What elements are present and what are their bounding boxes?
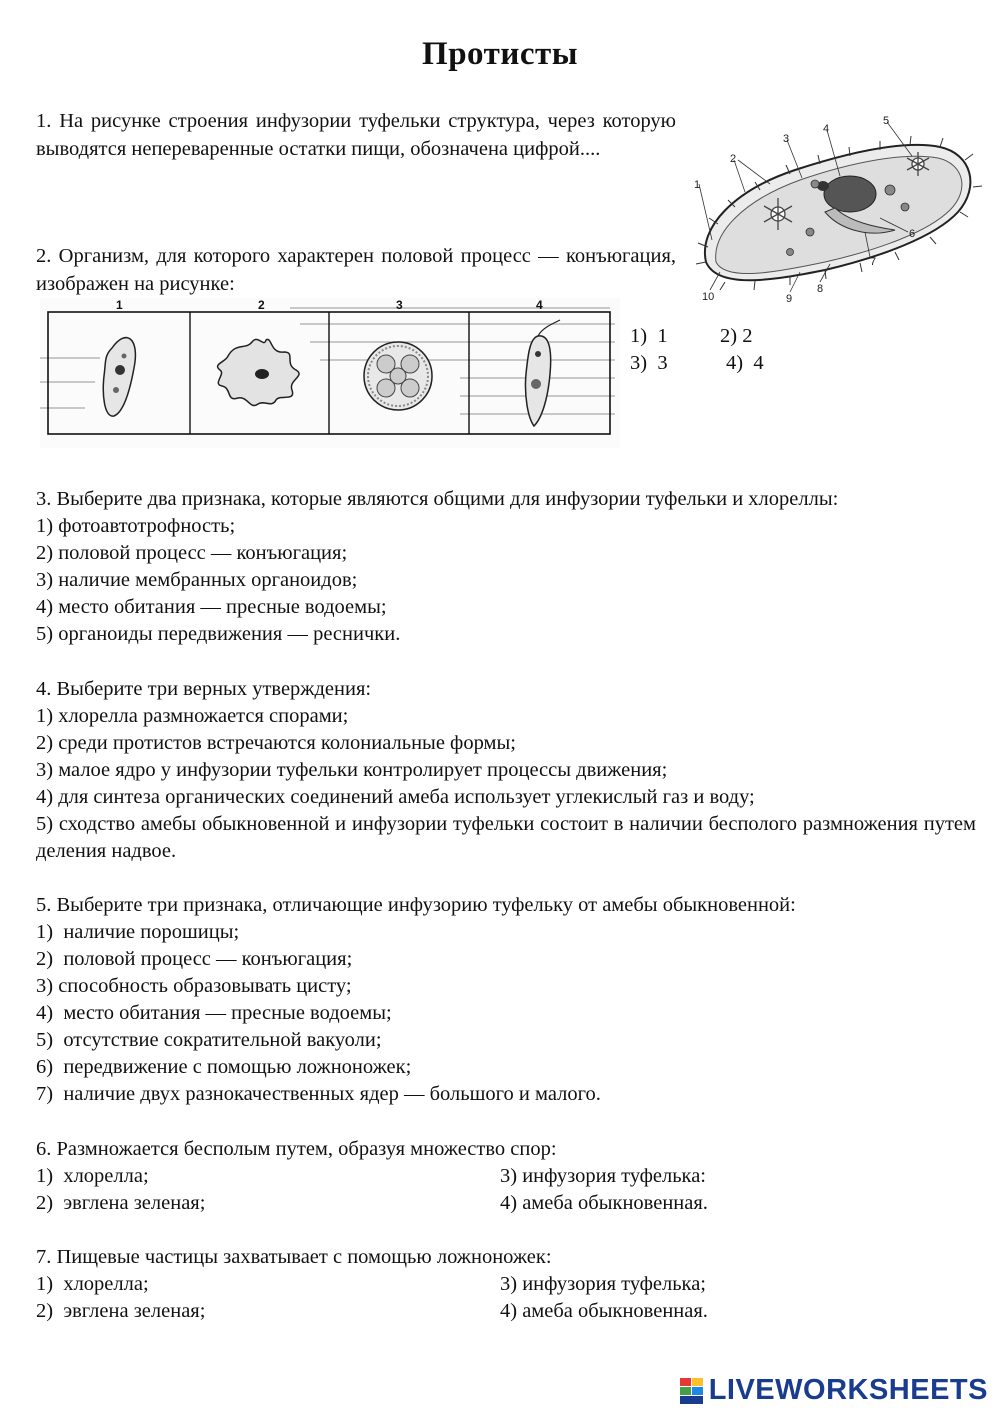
figure-label-3: 3 [396, 298, 403, 312]
liveworksheets-logo[interactable] [679, 1374, 988, 1407]
diagram-label-2: 2 [730, 153, 737, 165]
q7-option-2[interactable]: 2) эвглена зеленая; [36, 1300, 206, 1322]
q5-option-7[interactable]: 7) наличие двух разнокачественных ядер — большого и малого. [36, 1083, 601, 1105]
q2-option-2[interactable]: 2) 2 [720, 325, 753, 347]
diagram-label-1: 1 [694, 179, 701, 191]
q5-option-5[interactable]: 5) отсутствие сократительной вакуоли; [36, 1029, 382, 1051]
figure-label-4: 4 [536, 298, 543, 312]
diagram-label-10: 10 [702, 291, 715, 303]
figure-label-1: 1 [116, 298, 123, 312]
question-2-line-2: конъюгация, изображен на рисунке: [36, 245, 677, 295]
q3-option-1[interactable]: 1) фотоавтотрофность; [36, 515, 236, 537]
logo-text: LIVEWORKSHEETS [708, 1374, 988, 1406]
diagram-label-4: 4 [823, 123, 830, 135]
q2-option-1[interactable]: 1) 1 [630, 325, 668, 347]
q7-option-1[interactable]: 1) хлорелла; [36, 1273, 149, 1295]
q4-option-2[interactable]: 2) среди протистов встречаются колониальные формы; [36, 732, 516, 754]
question-1-text: 1. На рисунке строения инфузории туфельки структура, через которую выводятся непереваренные остатки пищи, обозначена цифрой.... [36, 110, 676, 160]
diagram-label-5: 5 [883, 115, 890, 127]
q6-option-4[interactable]: 4) амеба обыкновенная. [500, 1192, 708, 1214]
q2-option-3[interactable]: 3) 3 [630, 352, 668, 374]
diagram-label-8: 8 [817, 283, 824, 295]
q4-option-5[interactable]: 5) сходство амебы обыкновенной и инфузории туфельки состоит в наличии бесполого размножения путем деления надвое. [36, 813, 976, 862]
organisms-figure [40, 298, 620, 448]
paramecium-diagram [690, 112, 990, 307]
question-7-text: 7. Пищевые частицы захватывает с помощью ложноножек: [36, 1246, 552, 1268]
question-2-text [36, 243, 676, 298]
q6-option-1[interactable]: 1) хлорелла; [36, 1165, 149, 1187]
figure-label-2: 2 [258, 298, 265, 312]
q7-option-3[interactable]: 3) инфузория туфелька; [500, 1273, 707, 1295]
q3-option-3[interactable]: 3) наличие мембранных органоидов; [36, 569, 358, 591]
q5-option-6[interactable]: 6) передвижение с помощью ложноножек; [36, 1056, 412, 1078]
q4-option-1[interactable]: 1) хлорелла размножается спорами; [36, 705, 349, 727]
diagram-label-3: 3 [783, 133, 790, 145]
q2-option-4[interactable]: 4) 4 [726, 352, 764, 374]
q5-option-4[interactable]: 4) место обитания — пресные водоемы; [36, 1002, 392, 1024]
q3-option-4[interactable]: 4) место обитания — пресные водоемы; [36, 596, 387, 618]
question-6-text: 6. Размножается бесполым путем, образуя множество спор: [36, 1138, 557, 1160]
question-4-text: 4. Выберите три верных утверждения: [36, 678, 372, 700]
diagram-label-7: 7 [870, 256, 877, 268]
question-5-text: 5. Выберите три признака, отличающие инфузорию туфельку от амебы обыкновенной: [36, 894, 796, 916]
question-2-line-1: 2. Организм, для которого характерен половой процесс — [36, 245, 559, 267]
diagram-label-6: 6 [909, 228, 916, 240]
diagram-label-9: 9 [786, 293, 793, 305]
liveworksheets-logo-icon [679, 1377, 705, 1405]
q5-option-1[interactable]: 1) наличие порошицы; [36, 921, 240, 943]
page-title: Протисты [422, 36, 578, 72]
q3-option-2[interactable]: 2) половой процесс — конъюгация; [36, 542, 348, 564]
question-3-text: 3. Выберите два признака, которые являются общими для инфузории туфельки и хлореллы: [36, 488, 839, 510]
q6-option-2[interactable]: 2) эвглена зеленая; [36, 1192, 206, 1214]
q7-option-4[interactable]: 4) амеба обыкновенная. [500, 1300, 708, 1322]
q5-option-2[interactable]: 2) половой процесс — конъюгация; [36, 948, 353, 970]
q5-option-3[interactable]: 3) способность образовывать цисту; [36, 975, 352, 997]
q6-option-3[interactable]: 3) инфузория туфелька: [500, 1165, 707, 1187]
q3-option-5[interactable]: 5) органоиды передвижения — реснички. [36, 623, 401, 645]
q4-option-3[interactable]: 3) малое ядро у инфузории туфельки контролирует процессы движения; [36, 759, 668, 781]
q4-option-4[interactable]: 4) для синтеза органических соединений амеба использует углекислый газ и воду; [36, 786, 755, 808]
